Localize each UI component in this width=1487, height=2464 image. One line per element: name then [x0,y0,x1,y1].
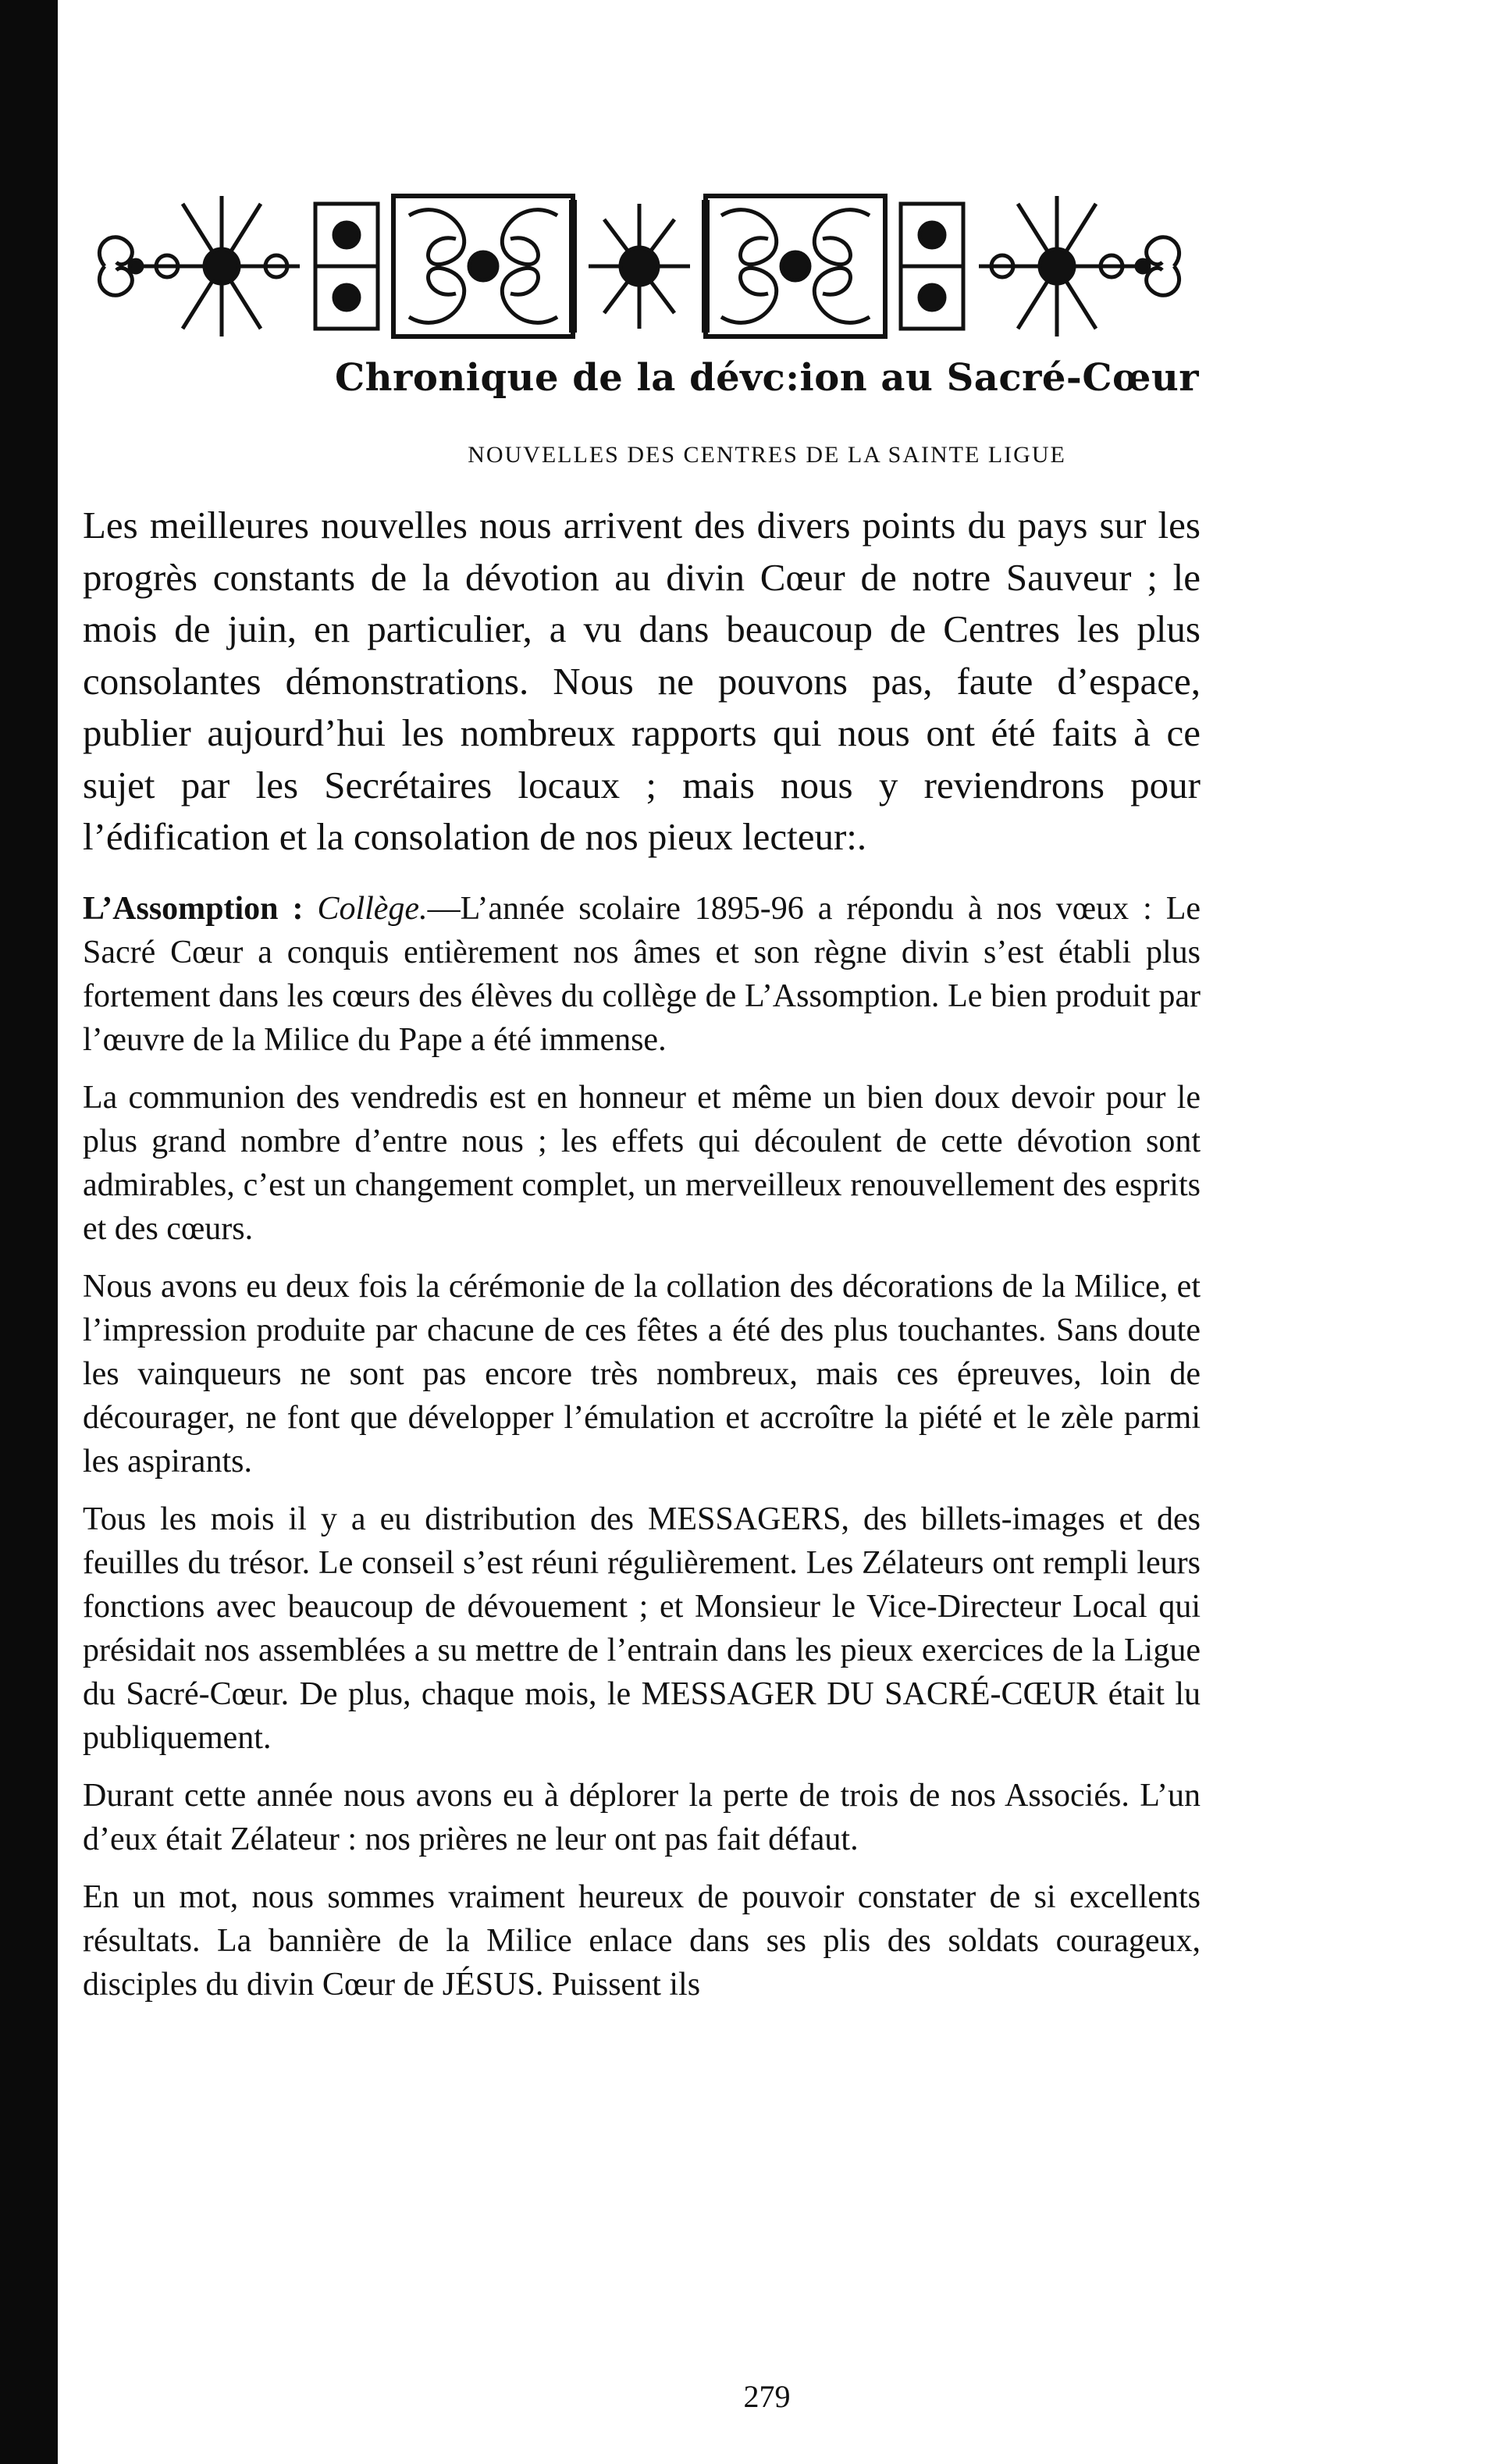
assomption-text: —L’année scolaire 1895-96 a répondu à nos vœux : Le Sacré Cœur a conquis entièrement nos âmes et son règne divin s’est établi plus fortement dans les cœurs des élèves du collège de L’Assomption. Le bien produit par l’œuvre de la Milice du Pape a été immense. [83,890,1201,1058]
paragraph-conclusion: En un mot, nous sommes vraiment heureux de pouvoir constater de si excellents résultats. La bannière de la Milice enlace dans ses plis des soldats courageux, disciples du divin Cœur de JÉSUS. Puissent ils [83,1878,1201,2003]
place-heading: L’Assomption : [83,890,304,927]
paragraph-communion: La communion des vendredis est en honneur et même un bien doux devoir pour le plus grand nombre d’entre nous ; les effets qui découlent de cette dévotion sont admirables, c’est un changement complet, un merveilleux renouvellement des esprits et des cœurs. [83,1079,1201,1247]
paragraph-messagers: Tous les mois il y a eu distribution des MESSAGERS, des billets-images et des feuilles du trésor. Le conseil s’est réuni régulièrement. Les Zélateurs ont rempli leurs fonctions avec beaucoup de dévouement ; et Monsieur le Vice-Directeur Local qui présidait nos assemblées a su mettre de l’entrain dans les pieux exercices de la Ligue du Sacré-Cœur. De plus, chaque mois, le MESSAGER DU SACRÉ-CŒUR était lu publiquement. [83,1501,1201,1756]
intro-paragraph: Les meilleures nouvelles nous arrivent des divers points du pays sur les progrès constants de la dévotion au divin Cœur de notre Sauveur ; le mois de juin, en particulier, a vu dans beaucoup de Centres les plus consolantes démonstrations. Nous ne pouvons pas, faute d’espace, publier aujourd’hui les nombreux rapports qui nous ont été faits à ce sujet par les Secrétaires locaux ; mais nous y reviendrons pour l’édification et la consolation de nos pieux lecteur:. [83,504,1201,858]
paragraph-associes: Durant cette année nous avons eu à déplorer la perte de trois de nos Associés. L’un d’eux était Zélateur : nos prières ne leur ont pas fait défaut. [83,1777,1201,1857]
article-body [83,500,1201,2021]
assomption-paragraph [83,887,1201,1062]
page-number: 279 [743,2379,791,2414]
page-title: Chronique de la dévc:ion au Sacré-Cœur [334,356,1200,400]
subplace-label: Collège. [317,890,428,927]
decorative-headpiece-ornament [81,184,1197,348]
paragraph-decorations: Nous avons eu deux fois la cérémonie de la collation des décorations de la Milice, et l’impression produite par chacune de ces fêtes a été des plus touchantes. Sans doute les vainqueurs ne sont pas encore très nombreux, mais ces épreuves, loin de décourager, ne font que développer l’émulation et accroître la piété et le zèle parmi les aspirants. [83,1268,1201,1479]
section-subtitle: NOUVELLES DES CENTRES DE LA SAINTE LIGUE [468,442,1066,468]
